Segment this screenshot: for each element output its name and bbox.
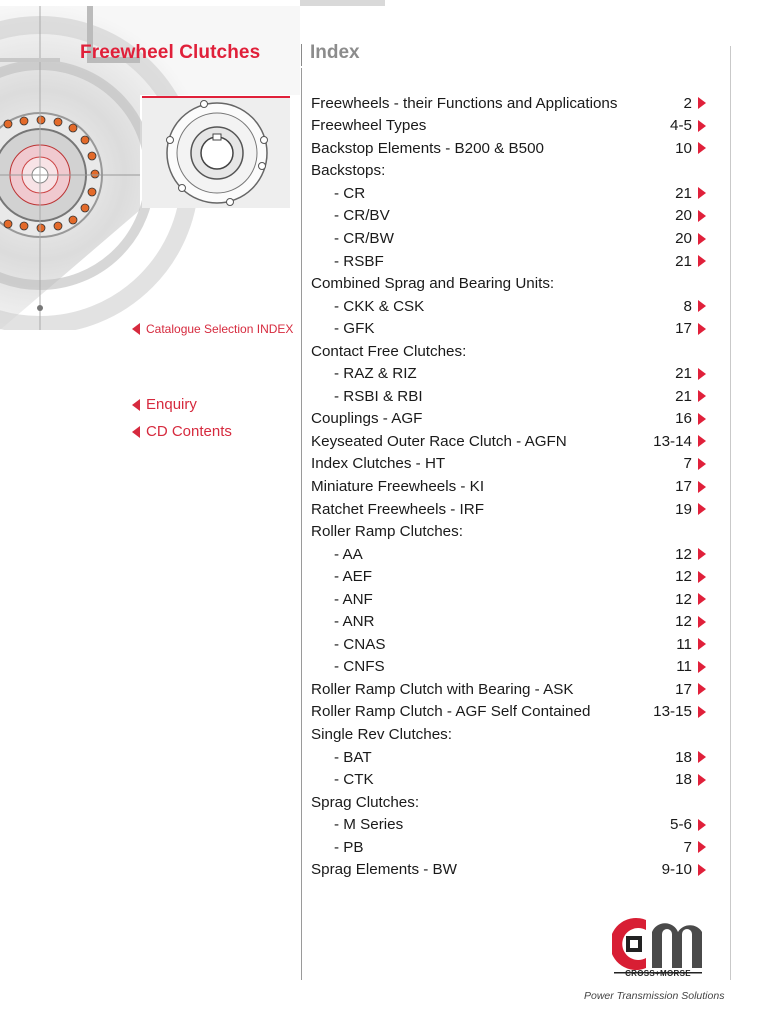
index-entry-label: Contact Free Clutches: (311, 342, 467, 360)
index-row[interactable] (311, 115, 706, 138)
triangle-right-icon[interactable] (698, 683, 706, 695)
index-entry-label: - RSBI & RBI (334, 387, 423, 405)
index-entry-label: - CNFS (334, 658, 385, 676)
index-page-number: 21 (675, 252, 692, 270)
triangle-right-icon[interactable] (698, 435, 706, 447)
index-page-number: 21 (675, 184, 692, 202)
index-page-number: 19 (675, 500, 692, 518)
index-entry-label: Freewheels - their Functions and Applications (311, 94, 618, 112)
index-row[interactable] (311, 317, 706, 340)
triangle-right-icon[interactable] (698, 390, 706, 402)
index-entry-label: - CTK (334, 771, 374, 789)
triangle-right-icon[interactable] (698, 481, 706, 493)
index-row (311, 272, 706, 295)
index-entry-label: - CNAS (334, 635, 386, 653)
triangle-right-icon[interactable] (698, 593, 706, 605)
index-page-number: 10 (675, 139, 692, 157)
index-page-number: 7 (683, 838, 692, 856)
triangle-right-icon[interactable] (698, 774, 706, 786)
triangle-right-icon[interactable] (698, 187, 706, 199)
index-row[interactable] (311, 453, 706, 476)
index-page-number: 18 (675, 748, 692, 766)
index-page-number: 5-6 (670, 816, 692, 834)
index-entry-label: - CR (334, 184, 366, 202)
index-row[interactable] (311, 227, 706, 250)
index-row (311, 160, 706, 183)
index-page-number: 12 (675, 545, 692, 563)
index-entry-label: - RSBF (334, 252, 384, 270)
index-entry-label: - M Series (334, 816, 404, 834)
triangle-left-icon (132, 399, 140, 411)
index-entry-label: - ANR (334, 613, 375, 631)
index-row[interactable] (311, 814, 706, 837)
index-entry-label: Keyseated Outer Race Clutch - AGFN (311, 432, 567, 450)
index-page-number: 18 (675, 771, 692, 789)
index-entry-label: Sprag Elements - BW (311, 861, 458, 879)
index-entry-label: Roller Ramp Clutch - AGF Self Contained (311, 703, 591, 721)
index-row[interactable] (311, 611, 706, 634)
index-row[interactable] (311, 565, 706, 588)
catalogue-selection-index-label: Catalogue Selection INDEX (146, 322, 294, 336)
index-row[interactable] (311, 408, 706, 431)
index-row (311, 520, 706, 543)
triangle-right-icon[interactable] (698, 638, 706, 650)
index-entry-label: Miniature Freewheels - KI (311, 477, 485, 495)
triangle-right-icon[interactable] (698, 210, 706, 222)
index-row[interactable] (311, 656, 706, 679)
index-row[interactable] (311, 363, 706, 386)
index-page-number: 13-15 (653, 703, 692, 721)
index-row (311, 791, 706, 814)
index-row[interactable] (311, 92, 706, 115)
triangle-right-icon[interactable] (698, 751, 706, 763)
index-entry-label: Ratchet Freewheels - IRF (311, 500, 485, 518)
product-photo (142, 96, 290, 208)
index-page-number: 11 (676, 635, 692, 653)
index-page-number: 20 (675, 229, 692, 247)
triangle-left-icon (132, 323, 140, 335)
index-entry-label: Sprag Clutches: (311, 793, 420, 811)
index-page-number: 20 (675, 207, 692, 225)
triangle-left-icon (132, 426, 140, 438)
triangle-right-icon[interactable] (698, 841, 706, 853)
index-entry-label: Backstops: (311, 162, 386, 180)
triangle-right-icon[interactable] (698, 97, 706, 109)
triangle-right-icon[interactable] (698, 661, 706, 673)
index-entry-label: - CR/BV (334, 207, 390, 225)
index-row[interactable] (311, 498, 706, 521)
index-row[interactable] (311, 836, 706, 859)
index-row[interactable] (311, 205, 706, 228)
index-page-number: 17 (675, 680, 692, 698)
triangle-right-icon[interactable] (698, 255, 706, 267)
index-page-number: 16 (675, 410, 692, 428)
index-page-number: 12 (675, 568, 692, 586)
triangle-right-icon[interactable] (698, 819, 706, 831)
index-row[interactable] (311, 543, 706, 566)
index-row[interactable] (311, 588, 706, 611)
index-row[interactable] (311, 701, 706, 724)
title-divider (301, 44, 302, 66)
enquiry-link[interactable] (132, 396, 197, 413)
index-page-number: 8 (683, 297, 692, 315)
index-page-number: 4-5 (670, 117, 692, 135)
index-page-number: 21 (675, 387, 692, 405)
index-entry-label: Single Rev Clutches: (311, 725, 452, 743)
index-page-number: 17 (675, 477, 692, 495)
index-entry-label: Backstop Elements - B200 & B500 (311, 139, 545, 157)
enquiry-label: Enquiry (146, 396, 197, 413)
index-page-number: 13-14 (653, 432, 692, 450)
index-row (311, 340, 706, 363)
triangle-right-icon[interactable] (698, 413, 706, 425)
index-entry-label: - CKK & CSK (334, 297, 425, 315)
index-page-number: 9-10 (661, 861, 692, 879)
index-row (311, 723, 706, 746)
triangle-right-icon[interactable] (698, 120, 706, 132)
index-entry-label: Roller Ramp Clutch with Bearing - ASK (311, 680, 574, 698)
index-entry-label: - PB (334, 838, 364, 856)
index-entry-label: Freewheel Types (311, 117, 427, 135)
index-entry-label: - ANF (334, 590, 373, 608)
index-entry-label: Roller Ramp Clutches: (311, 523, 463, 541)
tagline: Power Transmission Solutions (584, 990, 725, 1002)
index-page-number: 12 (675, 613, 692, 631)
index-row[interactable] (311, 430, 706, 453)
index-page-number: 21 (675, 365, 692, 383)
index-page-number: 2 (683, 94, 692, 112)
triangle-right-icon[interactable] (698, 571, 706, 583)
index-row[interactable] (311, 295, 706, 318)
index-entry-label: - BAT (334, 748, 372, 766)
index-row[interactable] (311, 633, 706, 656)
page-title: Freewheel Clutches (80, 42, 261, 63)
index-row[interactable] (311, 859, 706, 882)
cd-contents-link[interactable] (132, 423, 232, 440)
triangle-right-icon[interactable] (698, 864, 706, 876)
index-entry-label: Couplings - AGF (311, 410, 423, 428)
index-row[interactable] (311, 137, 706, 160)
triangle-right-icon[interactable] (698, 503, 706, 515)
brand-name: CROSS+MORSE (625, 969, 691, 978)
triangle-right-icon[interactable] (698, 616, 706, 628)
index-entry-label: - RAZ & RIZ (334, 365, 417, 383)
triangle-right-icon[interactable] (698, 233, 706, 245)
index-row[interactable] (311, 746, 706, 769)
triangle-right-icon[interactable] (698, 300, 706, 312)
section-title: Index (310, 42, 360, 63)
index-page-number: 11 (676, 658, 692, 676)
triangle-right-icon[interactable] (698, 548, 706, 560)
triangle-right-icon[interactable] (698, 142, 706, 154)
catalogue-selection-index-link[interactable] (132, 322, 293, 336)
index-row[interactable] (311, 385, 706, 408)
index-row[interactable] (311, 182, 706, 205)
index-entry-label: Combined Sprag and Bearing Units: (311, 275, 555, 293)
index-entry-label: - CR/BW (334, 229, 394, 247)
triangle-right-icon[interactable] (698, 706, 706, 718)
index-page-number: 7 (683, 455, 692, 473)
right-margin-line (730, 46, 731, 980)
cd-contents-label: CD Contents (146, 423, 232, 440)
index-row[interactable] (311, 678, 706, 701)
index-entry-label: Index Clutches - HT (311, 455, 446, 473)
index-page-number: 12 (675, 590, 692, 608)
index-row[interactable] (311, 768, 706, 791)
index-list (311, 92, 706, 881)
index-row[interactable] (311, 250, 706, 273)
index-entry-label: - GFK (334, 320, 375, 338)
triangle-right-icon[interactable] (698, 458, 706, 470)
index-entry-label: - AA (334, 545, 363, 563)
triangle-right-icon[interactable] (698, 368, 706, 380)
triangle-right-icon[interactable] (698, 323, 706, 335)
column-divider (301, 68, 302, 980)
index-row[interactable] (311, 475, 706, 498)
index-entry-label: - AEF (334, 568, 372, 586)
index-page-number: 17 (675, 320, 692, 338)
